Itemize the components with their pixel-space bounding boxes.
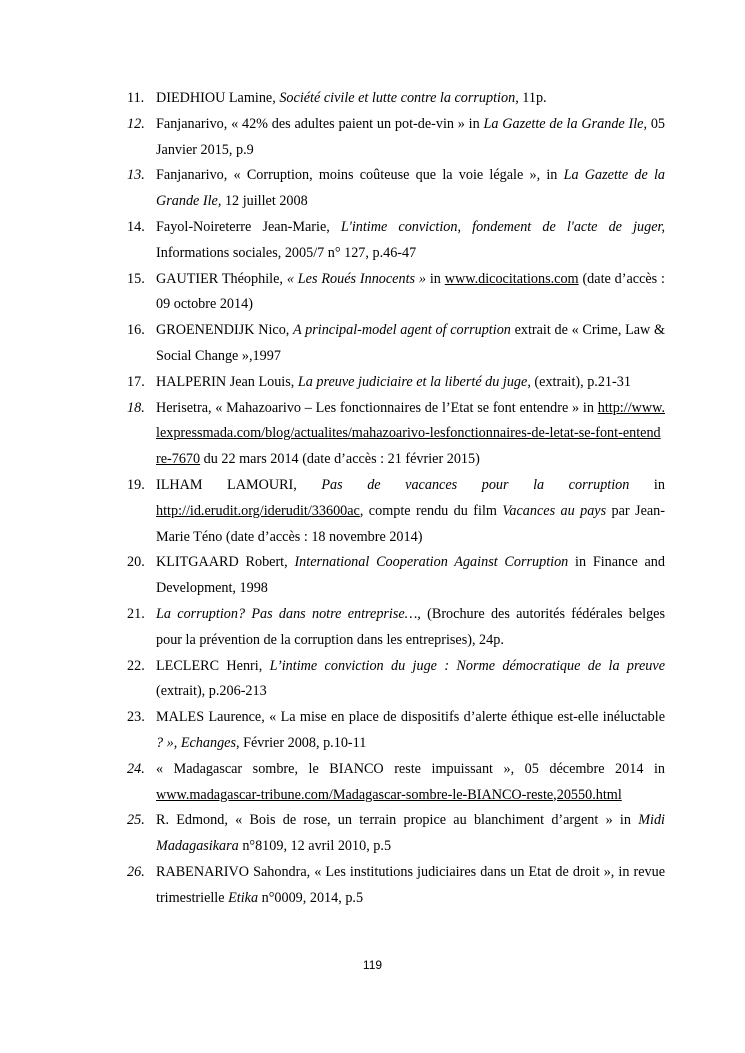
entry-author: ILHAM LAMOURI,: [156, 476, 297, 493]
entry-details: par Jean-Marie Téno (date d’accès : 18 novembre 2014): [156, 502, 665, 545]
entry-details: , compte rendu du film: [359, 502, 503, 519]
entry-link[interactable]: www.madagascar-tribune.com/Madagascar-sombre-le-BIANCO-reste,20550.html: [156, 786, 622, 803]
entry-author: DIEDHIOU Lamine,: [156, 90, 276, 106]
entry-details: 11p.: [522, 90, 547, 106]
bibliography-entry: [127, 602, 665, 654]
entry-author: KLITGAARD Robert,: [156, 554, 288, 571]
entry-title: Pas de vacances pour la corruption: [321, 476, 630, 493]
entry-title: L’intime conviction du juge : Norme démocratique de la preuve: [269, 657, 665, 674]
entry-number: 24.: [127, 760, 145, 777]
entry-text: RABENARIVO Sahondra, « Les institutions judiciaires dans un Etat de droit », in revue trimestrielle: [156, 863, 665, 906]
entry-film-title: Vacances au pays: [502, 502, 607, 519]
entry-details: , 12 juillet 2008: [217, 193, 308, 210]
entry-text: MALES Laurence, « La mise en place de dispositifs d’alerte éthique est-elle inéluctable: [156, 709, 665, 726]
entry-details: du 22 mars 2014 (date d’accès : 21 février 2015): [200, 451, 480, 468]
entry-details: extrait de « Crime, Law & Social Change »,1997: [156, 322, 666, 364]
entry-details: n°8109, 12 avril 2010, p.5: [238, 838, 392, 855]
entry-number: 13.: [127, 167, 145, 184]
bibliography-entry: [127, 757, 665, 809]
bibliography-entry: [127, 550, 665, 602]
entry-connector: ,: [173, 734, 181, 751]
bibliography-entry: [127, 112, 665, 164]
entry-text: Fanjanarivo, « 42% des adultes paient un pot-de-vin » in: [156, 115, 484, 132]
entry-title: Société civile et lutte contre la corruption,: [279, 90, 519, 106]
entry-connector: in: [425, 270, 445, 287]
entry-text: Fanjanarivo, « Corruption, moins coûteuse que la voie légale », in: [156, 167, 564, 184]
entry-title: La corruption? Pas dans notre entreprise…,: [156, 605, 421, 622]
entry-number: 19.: [127, 476, 145, 493]
entry-number: 21.: [127, 605, 145, 622]
page-number: 119: [362, 958, 383, 972]
entry-details: (extrait), p.206-213: [156, 683, 267, 700]
entry-source: La Gazette de la Grande Ile: [156, 167, 666, 210]
entry-number: 16.: [127, 322, 145, 339]
entry-source: Echanges: [180, 734, 236, 751]
entry-details: , Février 2008, p.10-11: [236, 734, 367, 751]
entry-author: LECLERC Henri,: [156, 657, 263, 674]
bibliography-entry: [127, 808, 665, 860]
entry-connector: in: [629, 476, 665, 493]
entry-text: « Madagascar sombre, le BIANCO reste impuissant », 05 décembre 2014 in: [156, 760, 665, 777]
entry-title: A principal-model agent of corruption: [293, 322, 511, 339]
entry-number: 25.: [127, 812, 145, 829]
bibliography-entry: [127, 396, 665, 473]
bibliography-entry: [127, 654, 665, 706]
entry-text: Herisetra, « Mahazoarivo – Les fonctionnaires de l’Etat se font entendre » in: [156, 399, 598, 416]
entry-link[interactable]: www.dicocitations.com: [444, 270, 579, 287]
entry-title: ? »: [156, 734, 174, 751]
entry-source: La Gazette de la Grande Ile: [483, 115, 644, 132]
bibliography-entry: [127, 318, 665, 370]
bibliography-entry: [127, 86, 665, 112]
entry-source: Midi Madagasikara: [156, 812, 665, 855]
entry-author: GAUTIER Théophile,: [156, 270, 283, 287]
bibliography-entry: [127, 215, 665, 267]
entry-source: Etika: [228, 889, 259, 906]
bibliography-entry: [127, 705, 665, 757]
entry-title: International Cooperation Against Corruption: [294, 554, 569, 571]
bibliography-entry: [127, 163, 665, 215]
entry-details: (date d’accès : 09 octobre 2014): [156, 270, 665, 313]
entry-details: , 05 Janvier 2015, p.9: [156, 115, 666, 158]
entry-number: 15.: [127, 270, 145, 287]
entry-details: (Brochure des autorités fédérales belges pour la prévention de la corruption dans les entreprises), 24p.: [156, 605, 665, 648]
entry-number: 12.: [127, 115, 145, 132]
entry-title: « Les Roués Innocents »: [286, 270, 426, 287]
entry-number: 22.: [127, 657, 145, 674]
entry-author: HALPERIN Jean Louis,: [156, 373, 295, 390]
bibliography-entry: [127, 370, 665, 396]
bibliography-entry: [127, 473, 665, 550]
entry-title: L'intime conviction, fondement de l'acte de juger,: [340, 218, 665, 235]
entry-number: 11.: [127, 90, 145, 106]
entry-details: in Finance and Development, 1998: [156, 554, 665, 597]
entry-number: 18.: [127, 399, 145, 416]
bibliography-entry: [127, 860, 665, 912]
entry-number: 17.: [127, 373, 145, 390]
bibliography-list: [127, 86, 665, 912]
entry-text: R. Edmond, « Bois de rose, un terrain propice au blanchiment d’argent » in: [156, 812, 639, 829]
entry-number: 26.: [127, 863, 145, 880]
entry-link[interactable]: http://id.erudit.org/iderudit/33600ac: [156, 502, 360, 519]
entry-author: GROENENDIJK Nico,: [156, 322, 290, 339]
entry-number: 23.: [127, 709, 145, 726]
entry-details: Informations sociales, 2005/7 n° 127, p.46-47: [156, 244, 417, 261]
entry-number: 20.: [127, 554, 145, 571]
entry-details: n°0009, 2014, p.5: [258, 889, 364, 906]
entry-details: (extrait), p.21-31: [530, 373, 631, 390]
entry-number: 14.: [127, 218, 145, 235]
entry-author: Fayol-Noireterre Jean-Marie,: [156, 218, 330, 235]
bibliography-entry: [127, 267, 665, 319]
entry-title: La preuve judiciaire et la liberté du juge,: [297, 373, 531, 390]
entry-link[interactable]: http://www.lexpressmada.com/blog/actualites/mahazoarivo-lesfonctionnaires-de-letat-se-font-entendre-7670: [156, 399, 665, 468]
